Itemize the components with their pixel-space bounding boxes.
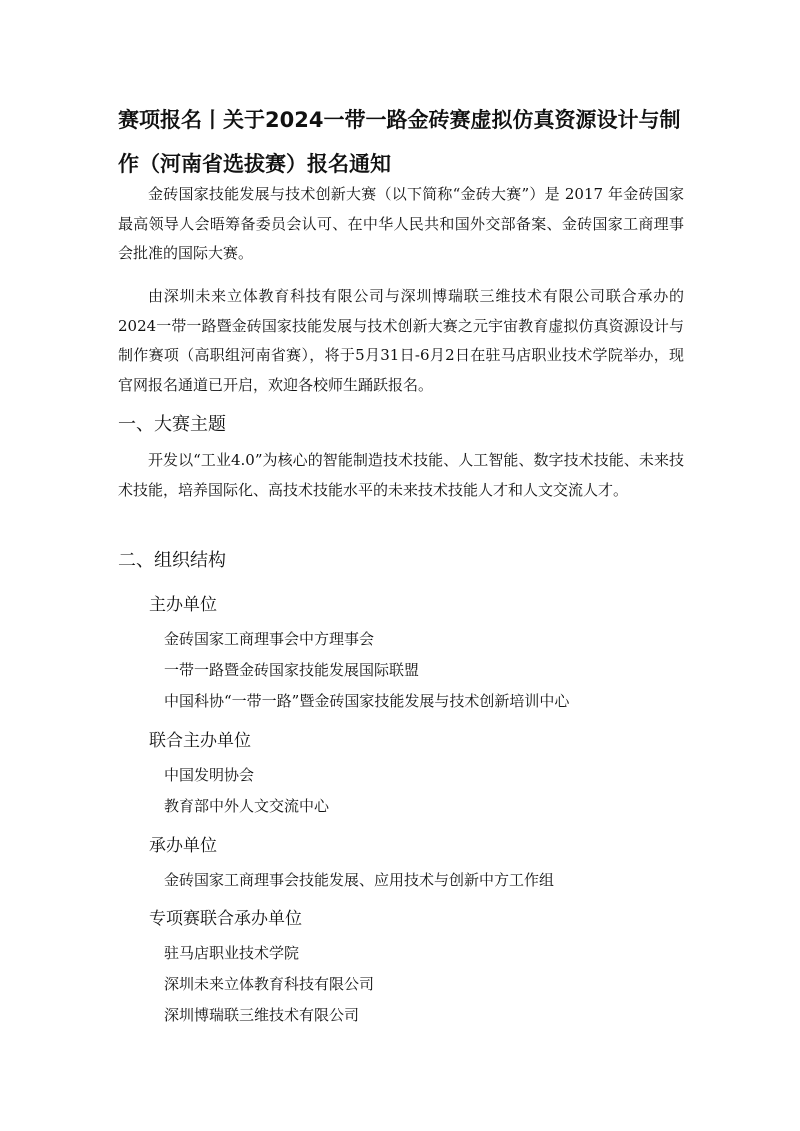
list-item: 教育部中外人文交流中心 <box>164 797 330 815</box>
theme-paragraph: 开发以“工业4.0”为核心的智能制造技术技能、人工智能、数字技术技能、未来技术技能，培养国际化、高技术技能水平的未来技术技能人才和人文交流人才。 <box>118 451 684 499</box>
list-item: 金砖国家工商理事会技能发展、应用技术与创新中方工作组 <box>164 871 555 889</box>
group-label-organizer: 承办单位 <box>149 836 217 856</box>
intro-paragraph-1: 金砖国家技能发展与技术创新大赛（以下简称“金砖大赛”）是 2017 年金砖国家最高领导人会晤筹备委员会认可、在中华人民共和国外交部备案、金砖国家工商理事会批准的国际大赛。 <box>118 185 684 262</box>
list-item: 中国发明协会 <box>164 766 255 784</box>
list-item: 驻马店职业技术学院 <box>164 944 300 962</box>
list-item: 一带一路暨金砖国家技能发展国际联盟 <box>164 661 420 679</box>
list-item: 中国科协“一带一路”暨金砖国家技能发展与技术创新培训中心 <box>164 692 570 710</box>
list-item: 深圳博瑞联三维技术有限公司 <box>164 1006 360 1024</box>
group-label-special-co-organizer: 专项赛联合承办单位 <box>149 909 302 929</box>
group-label-co-host: 联合主办单位 <box>149 731 251 751</box>
section-heading-theme: 一、大赛主题 <box>118 414 226 435</box>
document-title: 赛项报名丨关于2024一带一路金砖赛虚拟仿真资源设计与制作（河南省选拔赛）报名通知 <box>118 108 681 176</box>
list-item: 金砖国家工商理事会中方理事会 <box>164 630 375 648</box>
list-item: 深圳未来立体教育科技有限公司 <box>164 975 375 993</box>
section-heading-organization: 二、组织结构 <box>118 550 226 571</box>
intro-paragraph-2: 由深圳未来立体教育科技有限公司与深圳博瑞联三维技术有限公司联合承办的2024一带一路暨金砖国家技能发展与技术创新大赛之元宇宙教育虚拟仿真资源设计与制作赛项（高职组河南省赛），将于5月31日-6月2日在驻马店职业技术学院举办，现官网报名通道已开启，欢迎各校师生踊跃报名。 <box>118 287 684 394</box>
group-label-host: 主办单位 <box>149 595 217 615</box>
